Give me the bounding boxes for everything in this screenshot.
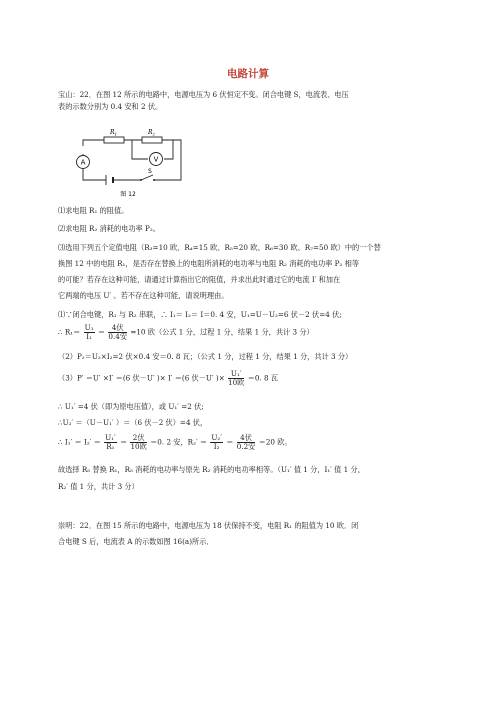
question-3-line-3: 的可能？若存在这种可能，请通过计算指出它的阻值，并求出此时通过它的电流 I′ 和加在 (58, 275, 341, 284)
fraction-u1-10ohm: $\frac{\text{U₁′}}{\text{10欧}}$ (228, 369, 245, 387)
figure-caption: 图 12 (120, 191, 136, 198)
solution-line-2: ∴ R₁＝ $\frac{\text{U₁}}{\text{I₁}}$ ＝ $\frac{\text{4伏}}{\text{0.4安}}$ =10 欧（公式 1 分，过程 1 分，结果 1 分，共计 3 分） (58, 323, 314, 341)
solution-line-8: 故选择 R₅ 替换 R₁，R₅ 消耗的电功率与原先 R₂ 消耗的电功率相等。（U₁′ 值 1 分，I₁′ 值 1 分， (58, 465, 365, 474)
solution-line-6: ∴U₂′ ＝（U－U₁′ ）＝（6 伏－2 伏）=4 伏， (58, 418, 208, 427)
solution-2-prefix: ∴ R₁＝ (58, 327, 81, 337)
r1-label: $R_1$ (110, 129, 118, 137)
baoshan-problem-line-2: 表的示数分别为 0.4 安和 2 伏。 (58, 102, 163, 111)
chongming-problem-line-2: 合电键 S 后，电流表 A 的示数如图 16(a)所示． (58, 537, 214, 546)
solution-line-9: R₂′ 值 1 分，共计 3 分） (58, 482, 139, 491)
solution-line-7: ∴ I₁′ ＝ I₂′ ＝ $\frac{\text{U₁′}}{\text{R₁}}$ ＝ $\frac{\text{2伏}}{\text{10欧}}$ ＝0. 2 安，R₂′ ＝ $\frac{\text{U₂′}}{\text{I₂}}$ ＝ $\frac{\text{4伏}}{\text{0.2安}}$ ＝20 欧。 (58, 433, 292, 451)
page-title: 电路计算 (227, 68, 269, 80)
solution-4-result: ＝0. 8 瓦 (247, 373, 279, 383)
fraction-2v-10ohm: $\frac{\text{2伏}}{\text{10欧}}$ (130, 433, 147, 451)
chongming-problem-line-1: 崇明：22．在图 15 所示的电路中，电源电压为 18 伏保持不变，电阻 R₁ 的阻值为 10 欧．闭 (58, 521, 359, 530)
solution-line-1: ⑴∵闭合电键，R₁ 与 R₂ 串联，∴ I₁＝ I₂＝ I＝0. 4 安，U₁=U－U₂=6 伏－2 伏=4 伏; (58, 310, 342, 319)
switch-icon (141, 175, 153, 180)
question-3-line-2: 换图 12 中的电阻 R₁，是否存在替换上的电阻所消耗的电功率与电阻 R₂ 消耗的电功率 P₂ 相等 (58, 259, 360, 268)
question-3-line-4: 它两端的电压 U′ 。若不存在这种可能，请说明理由。 (58, 291, 229, 300)
solution-4-prefix: （3）P′ ＝U′ ×I′ ＝(6 伏－U′ )× I′ ＝(6 伏－U′ )× (58, 373, 225, 383)
baoshan-problem-line-1: 宝山：22．在图 12 所示的电路中，电源电压为 6 伏恒定不变。闭合电键 S，电流表、电压 (58, 90, 349, 99)
circuit-figure-12 (58, 114, 198, 202)
solution-line-4 (58, 370, 278, 387)
circuit-diagram (58, 114, 198, 198)
fraction-4v-04a: $\frac{\text{4伏}}{\text{0.4安}}$ (108, 323, 128, 341)
switch-label: S (148, 168, 152, 175)
voltmeter-label: V (153, 155, 159, 164)
resistor-r2 (142, 137, 162, 143)
fraction-4v-02a: $\frac{\text{4伏}}{\text{0.2安}}$ (236, 433, 256, 451)
solution-line-3: （2）P₂＝U₂×I₂=2 伏×0.4 安＝0. 8 瓦；（公式 1 分，过程 1 分，结果 1 分，共计 3 分） (58, 352, 353, 361)
fraction-u1-r1: $\frac{\text{U₁′}}{\text{R₁}}$ (105, 433, 116, 451)
r2-label: $R_2$ (148, 129, 156, 137)
question-3-line-1: ⑶选用下列五个定值电阻（R₃=10 欧、R₄=15 欧、R₅=20 欧、R₆=30 欧、R₇=50 欧）中的一个替 (58, 243, 381, 252)
fraction-u2-i2: $\frac{\text{U₂′}}{\text{I₂}}$ (211, 433, 222, 451)
solution-2-result: =10 欧（公式 1 分，过程 1 分，结果 1 分，共计 3 分） (130, 327, 314, 337)
ammeter-label: A (80, 158, 86, 167)
resistor-r1 (104, 137, 124, 143)
question-1: ⑴求电阻 R₁ 的阻值。 (58, 206, 129, 215)
question-2: ⑵求电阻 R₂ 消耗的电功率 P₂。 (58, 224, 160, 233)
solution-line-5: ∴ U₁′ =4 伏（即为原电压值），或 U₁′ =2 伏; (58, 402, 204, 411)
fraction-u1-i1: $\frac{\text{U₁}}{\text{I₁}}$ (84, 323, 94, 341)
